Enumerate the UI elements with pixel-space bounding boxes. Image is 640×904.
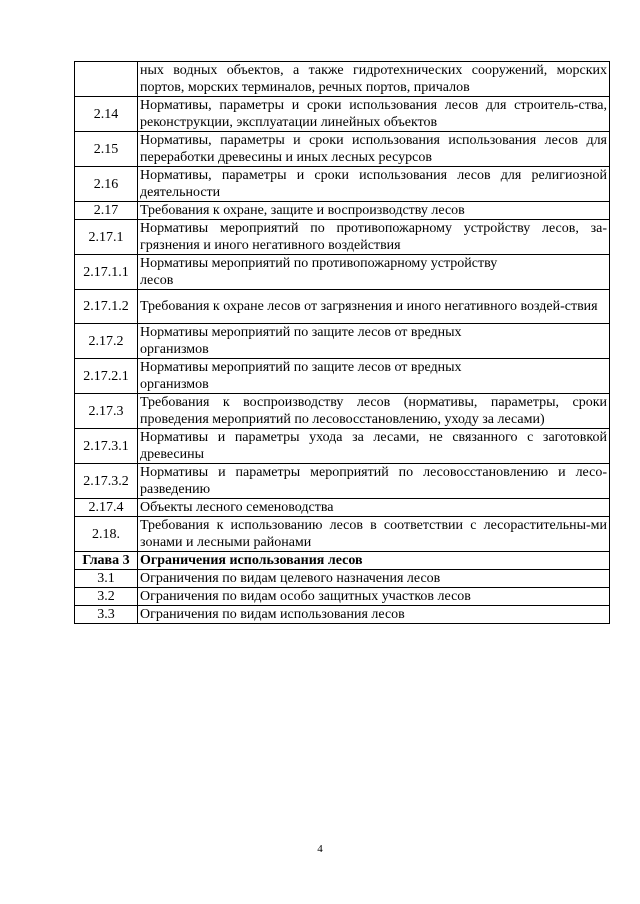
table-row <box>75 359 610 394</box>
section-title: Нормативы, параметры и сроки использования лесов для религиозной деятельности <box>138 167 610 202</box>
section-number: 3.3 <box>75 606 138 624</box>
section-number: 2.18. <box>75 517 138 552</box>
section-title: Требования к использованию лесов в соответствии с лесорастительны-ми зонами и лесными районами <box>138 517 610 552</box>
section-title: Ограничения по видам целевого назначения лесов <box>138 570 610 588</box>
table-row <box>75 255 610 290</box>
section-title: Требования к воспроизводству лесов (нормативы, параметры, сроки проведения мероприятий по лесовосстановлению, уходу за лесами) <box>138 394 610 429</box>
section-title: Нормативы мероприятий по противопожарному устройству лесов, за-грязнения и иного негативного воздействия <box>138 220 610 255</box>
section-number: 2.17.3.2 <box>75 464 138 499</box>
section-number: 2.17.1.2 <box>75 290 138 324</box>
section-number: 2.17.1.1 <box>75 255 138 290</box>
section-title: Объекты лесного семеноводства <box>138 499 610 517</box>
section-title: ных водных объектов, а также гидротехнических сооружений, морских портов, морских терминалов, речных портов, причалов <box>138 62 610 97</box>
section-title: Нормативы и параметры ухода за лесами, не связанного с заготовкой древесины <box>138 429 610 464</box>
chapter-row <box>75 552 610 570</box>
section-title: Нормативы, параметры и сроки использования использования лесов для переработки древесины и иных лесных ресурсов <box>138 132 610 167</box>
contents-table <box>74 61 610 624</box>
table-row <box>75 97 610 132</box>
section-number: 2.17.4 <box>75 499 138 517</box>
section-number: 2.17.3 <box>75 394 138 429</box>
section-title: Нормативы мероприятий по защите лесов от вредных организмов <box>138 359 610 394</box>
section-number <box>75 62 138 97</box>
section-title: Требования к охране, защите и воспроизводству лесов <box>138 202 610 220</box>
table-row <box>75 202 610 220</box>
table-row <box>75 394 610 429</box>
table-row <box>75 324 610 359</box>
section-number: 2.16 <box>75 167 138 202</box>
section-title: Нормативы мероприятий по защите лесов от вредных организмов <box>138 324 610 359</box>
table-row <box>75 220 610 255</box>
section-title: Ограничения по видам особо защитных участков лесов <box>138 588 610 606</box>
chapter-title: Ограничения использования лесов <box>138 552 610 570</box>
table-row <box>75 606 610 624</box>
table-row <box>75 167 610 202</box>
section-number: 2.14 <box>75 97 138 132</box>
section-title: Требования к охране лесов от загрязнения и иного негативного воздей-ствия <box>138 290 610 324</box>
section-number: 2.17 <box>75 202 138 220</box>
section-title: Нормативы и параметры мероприятий по лесовосстановлению и лесо-разведению <box>138 464 610 499</box>
table-row <box>75 290 610 324</box>
table-row <box>75 464 610 499</box>
section-number: 2.17.2 <box>75 324 138 359</box>
table-row <box>75 62 610 97</box>
section-number: 3.1 <box>75 570 138 588</box>
section-number: 3.2 <box>75 588 138 606</box>
table-row <box>75 588 610 606</box>
section-title: Ограничения по видам использования лесов <box>138 606 610 624</box>
table-row <box>75 499 610 517</box>
table-row <box>75 570 610 588</box>
table-row <box>75 429 610 464</box>
section-number: 2.15 <box>75 132 138 167</box>
page-number: 4 <box>317 843 323 855</box>
chapter-number: Глава 3 <box>75 552 138 570</box>
section-number: 2.17.2.1 <box>75 359 138 394</box>
section-title: Нормативы мероприятий по противопожарному устройству лесов <box>138 255 610 290</box>
table-row <box>75 132 610 167</box>
section-number: 2.17.1 <box>75 220 138 255</box>
section-title: Нормативы, параметры и сроки использования лесов для строитель-ства, реконструкции, эксплуатации линейных объектов <box>138 97 610 132</box>
table-row <box>75 517 610 552</box>
section-number: 2.17.3.1 <box>75 429 138 464</box>
